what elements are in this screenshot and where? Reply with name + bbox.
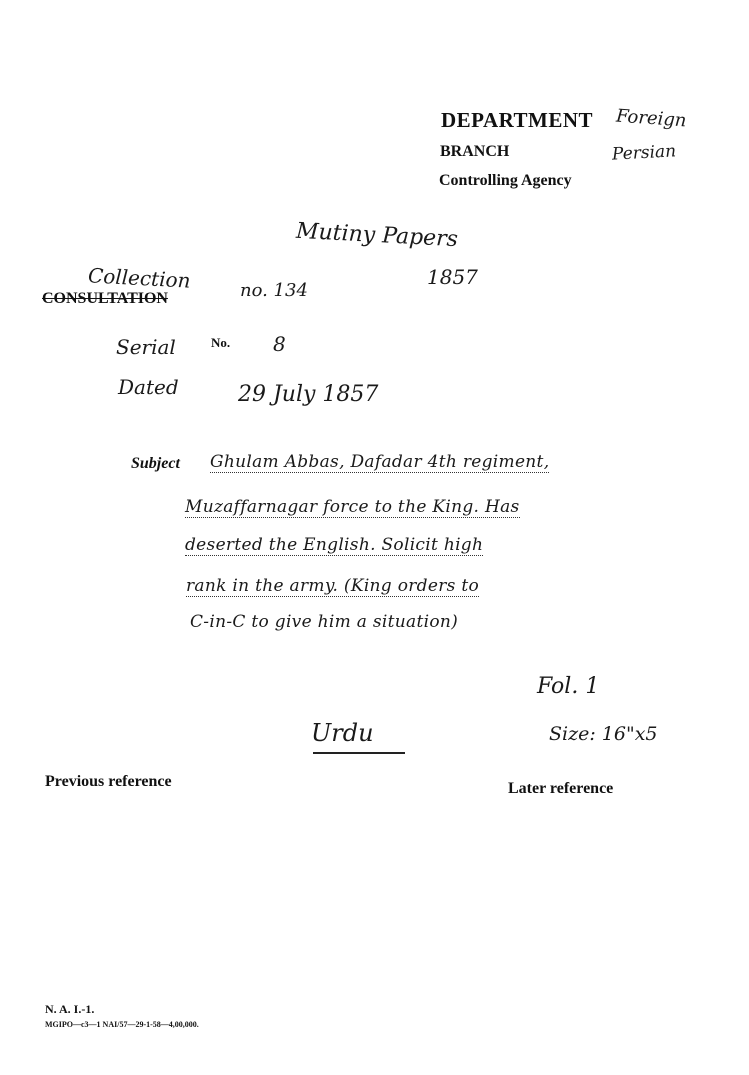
print-code: MGIPO—c3—1 NAI/57—29-1-58—4,00,000. (45, 1020, 199, 1029)
serial-no-label: No. (211, 335, 231, 350)
later-reference-label: Later reference (508, 780, 614, 797)
serial-label: Serial (116, 335, 176, 359)
subject-line-2: Muzaffarnagar force to the King. Has (185, 497, 520, 517)
consultation-label: CONSULTATION (42, 290, 168, 307)
subject-line-3: deserted the English. Solicit high (185, 535, 484, 555)
collection-word: Collection (87, 263, 192, 293)
document-language: Urdu (311, 719, 374, 747)
subject-line-4: rank in the army. (King orders to (186, 576, 480, 596)
dated-label: Dated (118, 375, 179, 399)
document-size: Size: 16"x5 (549, 723, 658, 745)
collection-title: Mutiny Papers (295, 218, 459, 253)
controlling-agency-label: Controlling Agency (439, 172, 572, 189)
dated-value: 29 July 1857 (238, 382, 379, 407)
subject-line-1: Ghulam Abbas, Dafadar 4th regiment, (210, 452, 550, 472)
consultation-number: no. 134 (240, 280, 308, 301)
previous-reference-label: Previous reference (45, 773, 172, 790)
subject-line-5: C-in-C to give him a situation) (190, 612, 459, 632)
branch-value: Persian (611, 141, 677, 165)
subject-label: Subject (131, 455, 180, 472)
form-code: N. A. I.-1. (45, 1002, 95, 1016)
folio-count: Fol. 1 (537, 674, 600, 699)
department-value: Foreign (615, 105, 688, 132)
serial-value: 8 (273, 332, 286, 356)
collection-year: 1857 (427, 265, 478, 289)
branch-label: BRANCH (440, 143, 510, 160)
language-underline (313, 752, 405, 754)
department-label: DEPARTMENT (441, 108, 594, 132)
